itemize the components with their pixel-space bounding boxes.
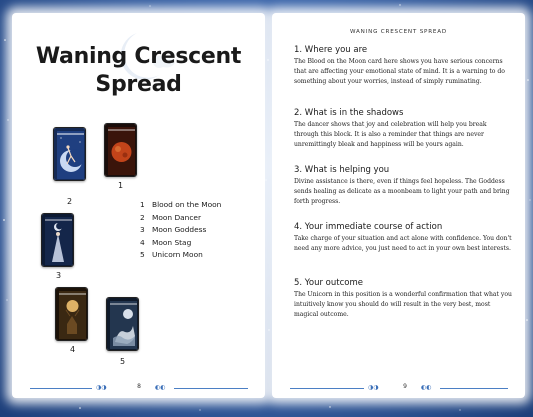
running-head: WANING CRESCENT SPREAD (350, 29, 447, 35)
section-body: The Blood on the Moon card here shows you have serious concerns that are affecting your emotional state of mind. It is a warning to do something about your worries, instead of simply ruminating. (294, 58, 505, 85)
section-body: Divine assistance is there, even if things feel hopeless. The Goddess sends healing as delicate as a moonbeam to light your path and bring forth progress. (294, 178, 510, 205)
moon-stag-card-art (56, 288, 88, 341)
section-heading: 2. What is in the shadows (294, 108, 404, 118)
moon-ornament-icon: ◑◑ (368, 384, 379, 391)
section-body: Take charge of your situation and act alone with confidence. You don't need any more advice, you just need to act in your own best interests. (294, 235, 512, 252)
blood-moon-card-art (105, 124, 137, 177)
legend-item: 1 Blood on the Moon (140, 200, 222, 209)
card-number: 2 (67, 197, 73, 206)
section-course-of-action (294, 222, 512, 254)
page-footer (30, 383, 248, 395)
unicorn-moon-card-art (107, 298, 139, 351)
card-moon-goddess (41, 213, 74, 267)
section-heading: 4. Your immediate course of action (294, 222, 443, 232)
section-shadows (294, 108, 512, 150)
section-body: The Unicorn in this position is a wonderful confirmation that what you intuitively know you should do will result in the very best, most magical outcome. (294, 291, 512, 318)
page-number: 8 (137, 383, 141, 390)
right-page (272, 13, 525, 398)
moon-ornament-icon: ◐◐ (421, 384, 432, 391)
card-number: 5 (120, 357, 126, 366)
card-moon-stag (55, 287, 88, 341)
card-unicorn-moon (106, 297, 139, 351)
footer-rule (30, 388, 92, 389)
moon-dancer-card-art (54, 128, 86, 181)
left-page (12, 13, 265, 398)
section-where-you-are (294, 45, 512, 87)
moon-goddess-card-art (42, 214, 74, 267)
card-number: 3 (56, 271, 62, 280)
section-heading: 5. Your outcome (294, 278, 363, 288)
card-legend (140, 199, 221, 262)
section-outcome (294, 278, 512, 320)
legend-item: 2 Moon Dancer (140, 212, 202, 222)
card-moon-dancer (53, 127, 86, 181)
footer-rule (440, 388, 508, 389)
card-number: 1 (118, 181, 124, 190)
page-footer (290, 383, 508, 395)
moon-ornament-icon: ◑◑ (96, 384, 107, 391)
card-blood-on-the-moon (104, 123, 137, 177)
section-helping-you (294, 165, 512, 207)
card-number: 4 (70, 345, 76, 354)
section-heading: 1. Where you are (294, 45, 368, 55)
page-number: 9 (403, 383, 407, 390)
moon-ornament-icon: ◐◐ (155, 384, 166, 391)
section-heading: 3. What is helping you (294, 165, 390, 175)
legend-item: 4 Moon Stag (140, 237, 192, 247)
section-body: The dancer shows that joy and celebration will help you break through this block. It is also a reminder that things are never unremittingly bleak and happiness will be yours again. (294, 121, 487, 148)
legend-item: 3 Moon Goddess (140, 225, 207, 234)
page-title-line1: Waning Crescent (35, 44, 242, 69)
legend-item: 5 Unicorn Moon (140, 250, 203, 259)
footer-rule (290, 388, 364, 389)
page-title-line2: Spread (95, 72, 182, 97)
footer-rule (174, 388, 248, 389)
